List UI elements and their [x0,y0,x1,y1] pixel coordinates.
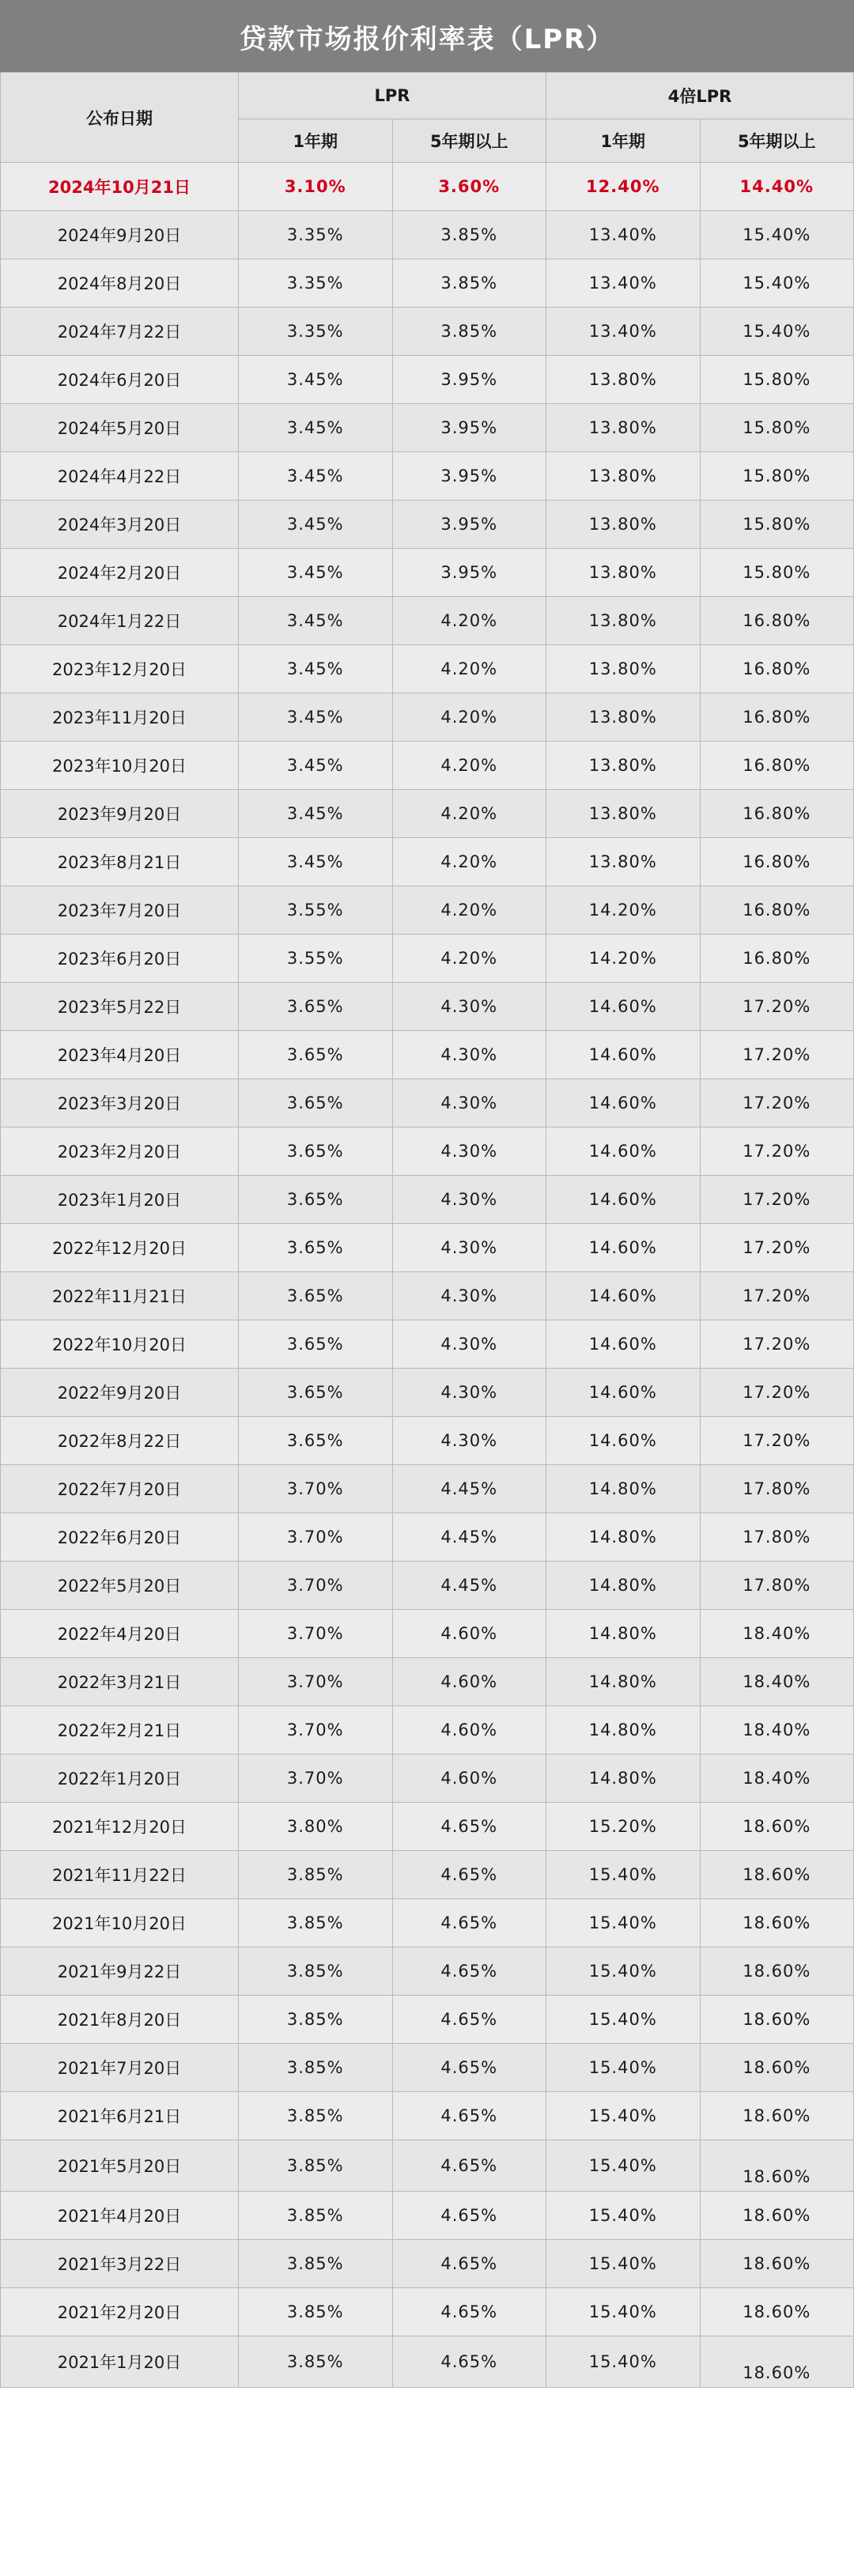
cell-4x-1y: 12.40% [546,163,701,211]
cell-lpr-5y: 4.30% [392,1369,546,1417]
cell-4x-5y: 15.40% [700,259,854,308]
cell-lpr-5y: 3.95% [392,452,546,500]
cell-4x-5y: 18.60% [700,2092,854,2140]
cell-4x-1y: 14.80% [546,1754,701,1803]
column-group-header-lpr: LPR [239,73,546,119]
cell-4x-1y: 14.80% [546,1465,701,1513]
cell-date: 2024年8月20日 [1,259,239,308]
cell-4x-1y: 14.80% [546,1562,701,1610]
cell-4x-5y: 16.80% [700,645,854,693]
cell-4x-5y: 17.80% [700,1513,854,1562]
table-row [1,2192,854,2240]
cell-4x-5y: 18.40% [700,1610,854,1658]
cell-4x-5y: 17.20% [700,1369,854,1417]
cell-date: 2021年7月20日 [1,2044,239,2092]
cell-lpr-1y: 3.65% [239,1272,393,1320]
cell-4x-5y: 15.80% [700,500,854,549]
cell-4x-1y: 15.40% [546,1947,701,1996]
cell-lpr-5y: 4.30% [392,1031,546,1079]
cell-lpr-1y: 3.45% [239,549,393,597]
cell-date: 2022年7月20日 [1,1465,239,1513]
cell-lpr-5y: 4.30% [392,983,546,1031]
cell-lpr-5y: 3.95% [392,549,546,597]
table-header-row-groups [1,73,854,119]
table-row [1,2336,854,2388]
cell-lpr-5y: 3.85% [392,211,546,259]
table-row [1,500,854,549]
cell-lpr-5y: 3.85% [392,308,546,356]
table-row [1,1754,854,1803]
cell-lpr-5y: 4.65% [392,2240,546,2288]
cell-lpr-1y: 3.65% [239,1031,393,1079]
cell-date: 2023年12月20日 [1,645,239,693]
cell-4x-1y: 14.80% [546,1706,701,1754]
cell-4x-5y: 18.60% [700,1899,854,1947]
table-row [1,838,854,886]
cell-lpr-5y: 4.20% [392,645,546,693]
cell-4x-1y: 13.80% [546,645,701,693]
cell-lpr-1y: 3.70% [239,1465,393,1513]
cell-lpr-1y: 3.65% [239,1079,393,1127]
table-row [1,1947,854,1996]
cell-lpr-5y: 4.65% [392,1996,546,2044]
cell-4x-1y: 13.80% [546,790,701,838]
column-header-lpr-5y: 5年期以上 [392,119,546,163]
cell-date: 2023年3月20日 [1,1079,239,1127]
table-row [1,742,854,790]
cell-4x-5y: 16.80% [700,693,854,742]
cell-lpr-1y: 3.45% [239,452,393,500]
cell-date: 2023年4月20日 [1,1031,239,1079]
cell-4x-1y: 15.40% [546,2092,701,2140]
cell-lpr-5y: 4.65% [392,1947,546,1996]
cell-4x-5y: 17.80% [700,1562,854,1610]
cell-date: 2021年3月22日 [1,2240,239,2288]
cell-lpr-1y: 3.85% [239,1996,393,2044]
cell-lpr-5y: 4.65% [392,2044,546,2092]
cell-4x-1y: 15.40% [546,1996,701,2044]
table-row [1,1272,854,1320]
cell-lpr-1y: 3.45% [239,742,393,790]
cell-4x-5y: 18.40% [700,1658,854,1706]
cell-date: 2021年4月20日 [1,2192,239,2240]
cell-4x-1y: 13.80% [546,404,701,452]
cell-4x-1y: 14.60% [546,1369,701,1417]
cell-4x-5y: 16.80% [700,742,854,790]
cell-date: 2024年7月22日 [1,308,239,356]
cell-lpr-1y: 3.70% [239,1610,393,1658]
cell-lpr-5y: 4.20% [392,838,546,886]
cell-4x-5y: 15.80% [700,404,854,452]
cell-4x-5y: 15.80% [700,356,854,404]
cell-4x-5y: 18.60% [700,2192,854,2240]
cell-4x-5y: 17.20% [700,1079,854,1127]
cell-lpr-5y: 4.45% [392,1562,546,1610]
cell-4x-1y: 14.80% [546,1513,701,1562]
cell-lpr-5y: 4.60% [392,1754,546,1803]
cell-lpr-5y: 4.20% [392,742,546,790]
cell-lpr-5y: 4.30% [392,1320,546,1369]
column-header-lpr-1y: 1年期 [239,119,393,163]
table-row [1,1610,854,1658]
cell-4x-1y: 15.40% [546,2240,701,2288]
cell-4x-5y: 16.80% [700,886,854,935]
cell-4x-5y: 17.80% [700,1465,854,1513]
cell-4x-5y: 14.40% [700,163,854,211]
cell-lpr-1y: 3.35% [239,259,393,308]
cell-4x-5y: 17.20% [700,1417,854,1465]
cell-lpr-1y: 3.55% [239,886,393,935]
cell-lpr-5y: 4.20% [392,693,546,742]
cell-4x-5y: 15.40% [700,308,854,356]
column-group-header-4x-lpr: 4倍LPR [546,73,854,119]
cell-date: 2022年8月22日 [1,1417,239,1465]
cell-4x-1y: 13.80% [546,597,701,645]
cell-4x-1y: 15.40% [546,2044,701,2092]
cell-4x-5y: 17.20% [700,1127,854,1176]
cell-date: 2021年8月20日 [1,1996,239,2044]
cell-date: 2024年4月22日 [1,452,239,500]
table-row [1,790,854,838]
cell-lpr-1y: 3.65% [239,1224,393,1272]
cell-4x-1y: 14.60% [546,1320,701,1369]
cell-date: 2023年1月20日 [1,1176,239,1224]
cell-date: 2021年10月20日 [1,1899,239,1947]
cell-date: 2024年1月22日 [1,597,239,645]
cell-date: 2023年9月20日 [1,790,239,838]
cell-4x-1y: 14.20% [546,935,701,983]
table-row [1,1996,854,2044]
cell-date: 2024年10月21日 [1,163,239,211]
cell-lpr-1y: 3.45% [239,790,393,838]
table-row [1,1417,854,1465]
cell-lpr-1y: 3.65% [239,1320,393,1369]
cell-4x-5y: 17.20% [700,1031,854,1079]
cell-4x-1y: 14.20% [546,886,701,935]
table-row [1,259,854,308]
cell-lpr-5y: 4.45% [392,1513,546,1562]
cell-4x-1y: 13.80% [546,356,701,404]
cell-lpr-1y: 3.65% [239,983,393,1031]
cell-lpr-5y: 4.20% [392,886,546,935]
cell-date: 2023年11月20日 [1,693,239,742]
cell-4x-5y: 18.60% [700,1803,854,1851]
column-header-date: 公布日期 [1,73,239,163]
cell-lpr-1y: 3.85% [239,2336,393,2388]
cell-lpr-1y: 3.45% [239,645,393,693]
cell-lpr-1y: 3.65% [239,1127,393,1176]
cell-4x-1y: 14.60% [546,1079,701,1127]
cell-date: 2022年11月21日 [1,1272,239,1320]
cell-date: 2021年9月22日 [1,1947,239,1996]
table-row [1,886,854,935]
cell-4x-5y: 17.20% [700,1320,854,1369]
cell-4x-5y: 17.20% [700,1176,854,1224]
table-row [1,1803,854,1851]
cell-4x-1y: 14.60% [546,1176,701,1224]
cell-4x-1y: 15.40% [546,2336,701,2388]
cell-4x-1y: 14.60% [546,983,701,1031]
cell-lpr-5y: 4.65% [392,2140,546,2192]
table-row [1,2240,854,2288]
cell-lpr-1y: 3.65% [239,1176,393,1224]
cell-4x-5y: 16.80% [700,935,854,983]
table-row [1,2140,854,2192]
cell-date: 2022年9月20日 [1,1369,239,1417]
cell-date: 2022年4月20日 [1,1610,239,1658]
cell-4x-5y: 18.60% [700,1947,854,1996]
cell-lpr-5y: 4.65% [392,1851,546,1899]
cell-lpr-5y: 4.65% [392,1803,546,1851]
cell-lpr-5y: 4.20% [392,935,546,983]
cell-date: 2021年12月20日 [1,1803,239,1851]
cell-lpr-1y: 3.45% [239,500,393,549]
cell-lpr-5y: 4.65% [392,1899,546,1947]
cell-lpr-1y: 3.85% [239,2240,393,2288]
cell-lpr-1y: 3.85% [239,2140,393,2192]
cell-4x-1y: 15.40% [546,1851,701,1899]
cell-lpr-1y: 3.45% [239,356,393,404]
cell-lpr-1y: 3.70% [239,1562,393,1610]
cell-4x-1y: 14.80% [546,1658,701,1706]
cell-lpr-1y: 3.70% [239,1706,393,1754]
table-header [1,73,854,163]
cell-date: 2024年9月20日 [1,211,239,259]
cell-4x-5y: 15.80% [700,549,854,597]
cell-lpr-1y: 3.85% [239,2288,393,2336]
table-row [1,1369,854,1417]
cell-lpr-5y: 3.95% [392,356,546,404]
table-row [1,2288,854,2336]
cell-lpr-1y: 3.45% [239,693,393,742]
cell-lpr-5y: 4.45% [392,1465,546,1513]
cell-date: 2022年2月21日 [1,1706,239,1754]
cell-date: 2024年2月20日 [1,549,239,597]
cell-4x-5y: 17.20% [700,983,854,1031]
cell-4x-5y: 16.80% [700,597,854,645]
cell-lpr-1y: 3.45% [239,597,393,645]
table-row [1,1224,854,1272]
cell-4x-5y: 18.60% [700,2240,854,2288]
cell-4x-5y: 18.40% [700,1754,854,1803]
table-row [1,2092,854,2140]
cell-4x-1y: 14.60% [546,1272,701,1320]
cell-date: 2023年5月22日 [1,983,239,1031]
cell-lpr-1y: 3.65% [239,1369,393,1417]
cell-4x-1y: 14.80% [546,1610,701,1658]
table-row [1,935,854,983]
cell-4x-5y: 18.60% [700,2044,854,2092]
cell-lpr-1y: 3.85% [239,1851,393,1899]
table-row [1,308,854,356]
cell-lpr-1y: 3.35% [239,308,393,356]
cell-lpr-1y: 3.35% [239,211,393,259]
cell-4x-1y: 13.80% [546,549,701,597]
table-row [1,1899,854,1947]
table-row [1,1562,854,1610]
table-row [1,1176,854,1224]
cell-lpr-5y: 4.30% [392,1176,546,1224]
cell-4x-5y: 18.60% [700,1996,854,2044]
cell-4x-1y: 14.60% [546,1224,701,1272]
cell-4x-1y: 14.60% [546,1417,701,1465]
table-row [1,1031,854,1079]
cell-lpr-5y: 4.30% [392,1127,546,1176]
cell-lpr-5y: 4.30% [392,1224,546,1272]
cell-date: 2021年5月20日 [1,2140,239,2192]
cell-date: 2022年10月20日 [1,1320,239,1369]
cell-lpr-1y: 3.45% [239,404,393,452]
cell-date: 2021年11月22日 [1,1851,239,1899]
cell-lpr-5y: 4.65% [392,2336,546,2388]
cell-lpr-1y: 3.85% [239,1947,393,1996]
cell-date: 2024年5月20日 [1,404,239,452]
cell-date: 2021年1月20日 [1,2336,239,2388]
table-row [1,983,854,1031]
table-row [1,1079,854,1127]
cell-date: 2021年2月20日 [1,2288,239,2336]
cell-lpr-5y: 3.95% [392,500,546,549]
table-row [1,356,854,404]
cell-lpr-1y: 3.85% [239,1899,393,1947]
cell-date: 2022年12月20日 [1,1224,239,1272]
table-row [1,1320,854,1369]
cell-lpr-5y: 4.60% [392,1658,546,1706]
table-row [1,163,854,211]
column-header-4x-1y: 1年期 [546,119,701,163]
cell-lpr-1y: 3.70% [239,1754,393,1803]
cell-lpr-5y: 4.20% [392,790,546,838]
cell-4x-5y: 18.60% [700,2288,854,2336]
cell-lpr-5y: 4.65% [392,2192,546,2240]
cell-lpr-1y: 3.85% [239,2092,393,2140]
cell-date: 2023年2月20日 [1,1127,239,1176]
table-row [1,645,854,693]
cell-lpr-5y: 4.60% [392,1610,546,1658]
cell-date: 2023年6月20日 [1,935,239,983]
cell-lpr-1y: 3.85% [239,2192,393,2240]
cell-lpr-5y: 3.60% [392,163,546,211]
table-row [1,211,854,259]
cell-date: 2022年1月20日 [1,1754,239,1803]
table-row [1,404,854,452]
table-row [1,452,854,500]
table-body [1,163,854,2388]
cell-4x-5y: 15.80% [700,452,854,500]
cell-4x-1y: 13.80% [546,500,701,549]
cell-lpr-1y: 3.70% [239,1513,393,1562]
cell-4x-5y: 15.40% [700,211,854,259]
cell-lpr-1y: 3.65% [239,1417,393,1465]
table-row [1,1513,854,1562]
cell-lpr-5y: 4.65% [392,2288,546,2336]
cell-4x-1y: 13.80% [546,838,701,886]
cell-4x-1y: 13.80% [546,452,701,500]
cell-4x-5y: 18.60% [700,2336,854,2388]
cell-lpr-1y: 3.70% [239,1658,393,1706]
cell-date: 2024年3月20日 [1,500,239,549]
cell-4x-1y: 15.20% [546,1803,701,1851]
cell-4x-5y: 18.60% [700,1851,854,1899]
cell-lpr-1y: 3.55% [239,935,393,983]
table-row [1,693,854,742]
cell-lpr-1y: 3.80% [239,1803,393,1851]
cell-4x-5y: 17.20% [700,1224,854,1272]
cell-lpr-5y: 4.60% [392,1706,546,1754]
table-row [1,1127,854,1176]
cell-lpr-1y: 3.10% [239,163,393,211]
table-row [1,1658,854,1706]
column-header-4x-5y: 5年期以上 [700,119,854,163]
cell-date: 2022年3月21日 [1,1658,239,1706]
table-row [1,549,854,597]
lpr-table [0,72,854,2388]
page-title: 贷款市场报价利率表（LPR） [0,0,854,72]
cell-lpr-5y: 3.85% [392,259,546,308]
cell-4x-5y: 18.60% [700,2140,854,2192]
cell-lpr-1y: 3.85% [239,2044,393,2092]
cell-lpr-1y: 3.45% [239,838,393,886]
cell-lpr-5y: 4.30% [392,1079,546,1127]
cell-4x-1y: 14.60% [546,1031,701,1079]
cell-lpr-5y: 4.30% [392,1417,546,1465]
cell-date: 2023年7月20日 [1,886,239,935]
cell-lpr-5y: 3.95% [392,404,546,452]
cell-4x-1y: 13.40% [546,211,701,259]
cell-4x-1y: 13.80% [546,693,701,742]
cell-lpr-5y: 4.20% [392,597,546,645]
cell-4x-1y: 15.40% [546,1899,701,1947]
cell-lpr-5y: 4.30% [392,1272,546,1320]
table-row [1,1706,854,1754]
cell-4x-1y: 14.60% [546,1127,701,1176]
cell-4x-5y: 16.80% [700,790,854,838]
cell-lpr-5y: 4.65% [392,2092,546,2140]
cell-4x-1y: 13.40% [546,259,701,308]
cell-4x-5y: 17.20% [700,1272,854,1320]
table-row [1,1851,854,1899]
cell-4x-5y: 18.40% [700,1706,854,1754]
cell-4x-1y: 15.40% [546,2192,701,2240]
cell-date: 2022年6月20日 [1,1513,239,1562]
table-row [1,2044,854,2092]
cell-4x-1y: 13.80% [546,742,701,790]
cell-date: 2023年10月20日 [1,742,239,790]
cell-4x-1y: 15.40% [546,2140,701,2192]
cell-date: 2023年8月21日 [1,838,239,886]
cell-date: 2021年6月21日 [1,2092,239,2140]
cell-date: 2024年6月20日 [1,356,239,404]
cell-date: 2022年5月20日 [1,1562,239,1610]
cell-4x-1y: 15.40% [546,2288,701,2336]
table-row [1,597,854,645]
table-row [1,1465,854,1513]
cell-4x-5y: 16.80% [700,838,854,886]
cell-4x-1y: 13.40% [546,308,701,356]
